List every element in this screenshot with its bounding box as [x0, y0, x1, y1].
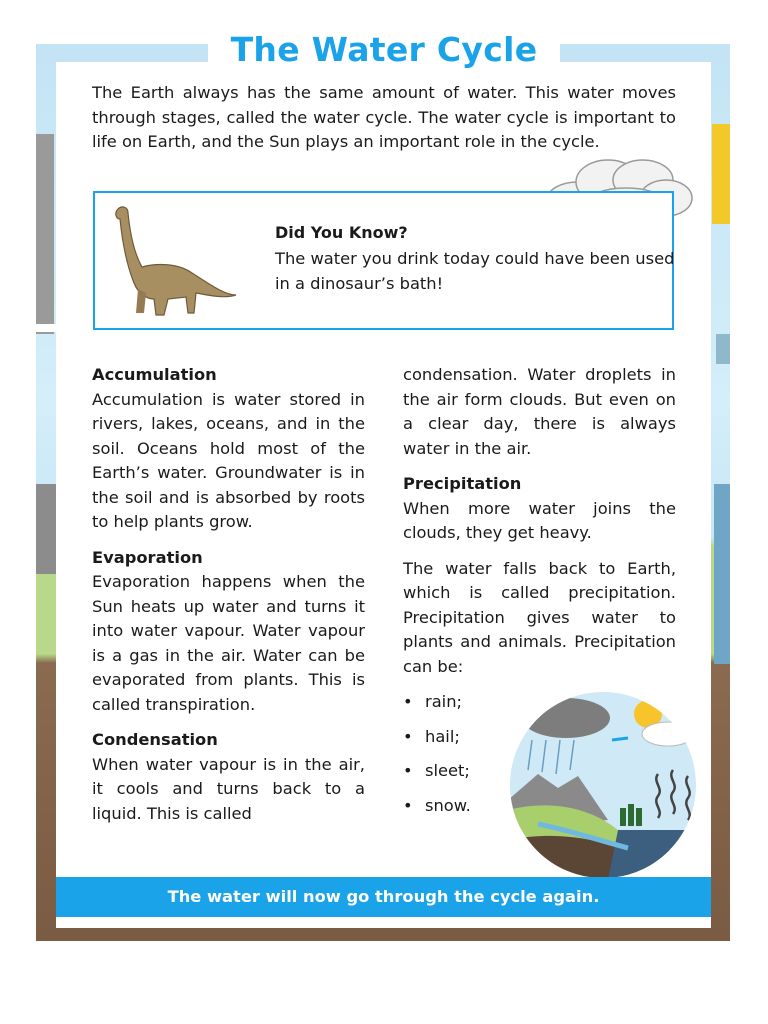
condensation-text: When water vapour is in the air, it cools and turns back to a liquid. This is called [92, 754, 365, 823]
list-item: • sleet; [403, 759, 676, 794]
left-column [92, 363, 365, 837]
accumulation-text: Accumulation is water stored in rivers, lakes, oceans, and in the soil. Oceans hold most of the Earth’s water. Groundwater is in the soil and is absorbed by roots to help plants grow. [92, 389, 365, 531]
list-item: • rain; [403, 690, 676, 725]
evaporation-text: Evaporation happens when the Sun heats up water and turns it into water vapour. Water vapour is a gas in the air. Water can be evaporated from plants. This is called transpiration. [92, 572, 365, 714]
accumulation-heading: Accumulation [92, 365, 217, 384]
did-you-know-heading: Did You Know? [275, 223, 408, 242]
evaporation-heading: Evaporation [92, 547, 203, 567]
page-title: The Water Cycle [230, 30, 538, 69]
title-banner [208, 26, 560, 76]
list-item: • hail; [403, 725, 676, 760]
intro-paragraph: The Earth always has the same amount of water. This water moves through stages, called the water cycle. The water cycle is important to life on Earth, and the Sun plays an important role in the cycle. [92, 83, 676, 151]
did-you-know-text: The water you drink today could have been used in a dinosaur’s bath! [275, 249, 675, 293]
condensation-text-continued: condensation. Water droplets in the air form clouds. But even on a clear day, there is always water in the air. [403, 365, 676, 458]
condensation-heading: Condensation [92, 730, 218, 749]
precipitation-text-2: The water falls back to Earth, which is called precipitation. Precipitation gives water to plants and animals. Precipitation can be: [403, 558, 676, 676]
list-item: • snow. [403, 794, 676, 829]
precipitation-heading: Precipitation [403, 474, 522, 493]
dinosaur-illustration [108, 203, 240, 319]
water-cycle-illustration [508, 690, 698, 880]
footer-banner: The water will now go through the cycle again. [56, 877, 711, 917]
precipitation-text: When more water joins the clouds, they get heavy. [403, 498, 676, 542]
